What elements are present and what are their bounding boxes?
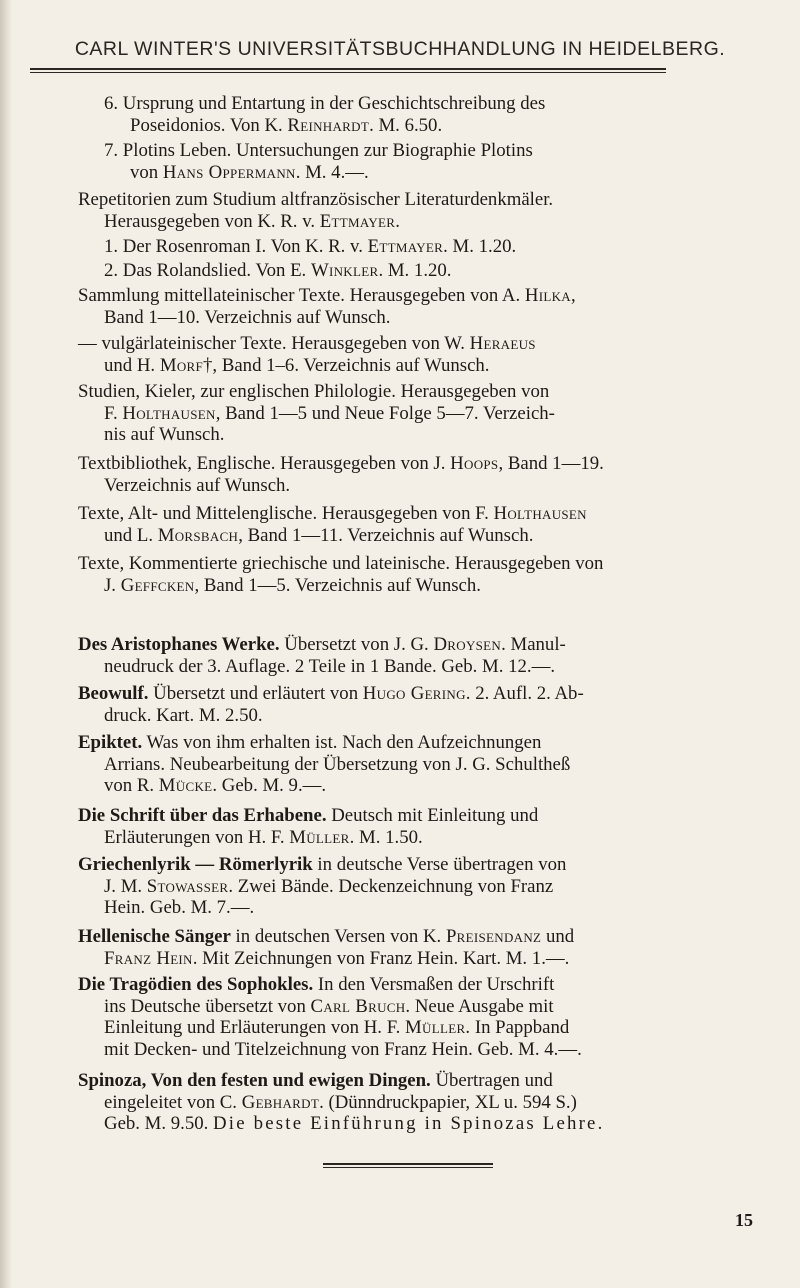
entry-studien-kieler <box>78 381 768 446</box>
entry-line: Spinoza, Von den festen und ewigen Dingen. Übertragen und <box>78 1070 553 1091</box>
entry-line: Repetitorien zum Studium altfranzösischer Literaturdenkmäler. <box>78 189 554 210</box>
entry-line: Texte, Alt- und Mittelenglische. Herausgegeben von F. Holthausen <box>78 503 587 524</box>
entry-line: von R. Mücke. Geb. M. 9.—. <box>104 775 327 796</box>
entry-line: druck. Kart. M. 2.50. <box>104 704 263 726</box>
footer-rule-thin <box>323 1167 493 1168</box>
entry-line: Hein. Geb. M. 7.—. <box>104 897 255 918</box>
entry-line: Band 1—10. Verzeichnis auf Wunsch. <box>104 306 391 328</box>
entry-vulgaerlateinisch <box>78 333 768 376</box>
entry-line: Hellenische Sänger in deutschen Versen von K. Preisendanz und <box>78 926 575 947</box>
entry-beowulf <box>78 683 768 726</box>
entry-textbibliothek <box>78 453 768 496</box>
entry-line: nis auf Wunsch. <box>104 424 225 445</box>
entry-line: 7. Plotins Leben. Untersuchungen zur Biographie Plotins <box>104 140 533 161</box>
entry-line: mit Decken- und Titelzeichnung von Franz Hein. Geb. M. 4.—. <box>104 1038 582 1060</box>
entry-schrift-erhabene <box>78 805 768 848</box>
entry-griechenlyrik <box>78 854 768 919</box>
entry-line: F. Holthausen, Band 1—5 und Neue Folge 5—7. Verzeich- <box>104 402 555 424</box>
entry-line: 1. Der Rosenroman I. Von K. R. v. Ettmayer. M. 1.20. <box>104 236 517 257</box>
header-rule <box>30 68 666 70</box>
entry-line: von Hans Oppermann. M. 4.—. <box>130 161 369 183</box>
entry-line: 6. Ursprung und Entartung in der Geschichtschreibung des <box>104 93 546 114</box>
entry-line: Verzeichnis auf Wunsch. <box>104 474 291 496</box>
entry-line: eingeleitet von C. Gebhardt. (Dünndruckpapier, XL u. 594 S.) <box>104 1091 577 1113</box>
entry-sammlung-mittellateinisch <box>78 285 768 328</box>
header-rule-thin <box>30 72 666 73</box>
entry-line: Sammlung mittellateinischer Texte. Herausgegeben von A. Hilka, <box>78 285 576 306</box>
entry-line: Studien, Kieler, zur englischen Philologie. Herausgegeben von <box>78 381 550 402</box>
entry-spinoza <box>78 1070 768 1135</box>
entry-line: Herausgegeben von K. R. v. Ettmayer. <box>104 210 400 232</box>
entry-line: Beowulf. Übersetzt und erläutert von Hugo Gering. 2. Aufl. 2. Ab- <box>78 683 584 704</box>
entry-rolandslied <box>104 260 794 282</box>
entry-texte-mittelenglisch <box>78 503 768 546</box>
entry-line: Epiktet. Was von ihm erhalten ist. Nach den Aufzeichnungen <box>78 732 542 753</box>
entry-line: und L. Morsbach, Band 1—11. Verzeichnis auf Wunsch. <box>104 524 534 546</box>
footer-rule <box>323 1163 493 1165</box>
entry-line: Einleitung und Erläuterungen von H. F. Müller. In Pappband <box>104 1017 570 1038</box>
entry-line: J. Geffcken, Band 1—5. Verzeichnis auf Wunsch. <box>104 574 481 596</box>
entry-line: Erläuterungen von H. F. Müller. M. 1.50. <box>104 826 423 848</box>
entry-line: neudruck der 3. Auflage. 2 Teile in 1 Bande. Geb. M. 12.—. <box>104 655 556 677</box>
entry-line: — vulgärlateinischer Texte. Herausgegeben von W. Heraeus <box>78 333 536 354</box>
page-number: 15 <box>735 1210 753 1230</box>
entry-line: Geb. M. 9.50. Die beste Einführung in Spinozas Lehre. <box>104 1113 605 1134</box>
entry-line: Die Tragödien des Sophokles. In den Versmaßen der Urschrift <box>78 974 555 995</box>
entry-line: Textbibliothek, Englische. Herausgegeben von J. Hoops, Band 1—19. <box>78 453 604 474</box>
entry-6-poseidonios <box>104 93 768 136</box>
entry-line: 2. Das Rolandslied. Von E. Winkler. M. 1.20. <box>104 260 452 281</box>
entry-line: Griechenlyrik — Römerlyrik in deutsche Verse übertragen von <box>78 854 567 875</box>
entry-line: ins Deutsche übersetzt von Carl Bruch. Neue Ausgabe mit <box>104 995 554 1017</box>
entry-line: Des Aristophanes Werke. Übersetzt von J. G. Droysen. Manul- <box>78 634 566 655</box>
entry-line: Franz Hein. Mit Zeichnungen von Franz Hein. Kart. M. 1.—. <box>104 947 570 969</box>
publisher-header: CARL WINTER'S UNIVERSITÄTSBUCHHANDLUNG IN HEIDELBERG. <box>74 38 726 60</box>
entry-line: und H. Morf†, Band 1–6. Verzeichnis auf Wunsch. <box>104 354 490 376</box>
entry-hellenische-saenger <box>78 926 768 969</box>
entry-line: Texte, Kommentierte griechische und lateinische. Herausgegeben von <box>78 553 604 574</box>
entry-epiktet <box>78 732 768 797</box>
entry-line: Poseidonios. Von K. Reinhardt. M. 6.50. <box>130 114 443 136</box>
page-edge-shadow <box>0 0 12 1288</box>
entry-line: Arrians. Neubearbeitung der Übersetzung von J. G. Schultheß <box>104 753 571 775</box>
entry-line: J. M. Stowasser. Zwei Bände. Deckenzeichnung von Franz <box>104 875 554 897</box>
entry-sophokles <box>78 974 768 1060</box>
entry-7-plotins-leben <box>104 140 768 183</box>
entry-aristophanes <box>78 634 768 677</box>
entry-texte-kommentierte <box>78 553 768 596</box>
entry-rosenroman <box>104 236 794 258</box>
entry-line: Die Schrift über das Erhabene. Deutsch mit Einleitung und <box>78 805 539 826</box>
entry-repetitorien <box>78 189 768 232</box>
